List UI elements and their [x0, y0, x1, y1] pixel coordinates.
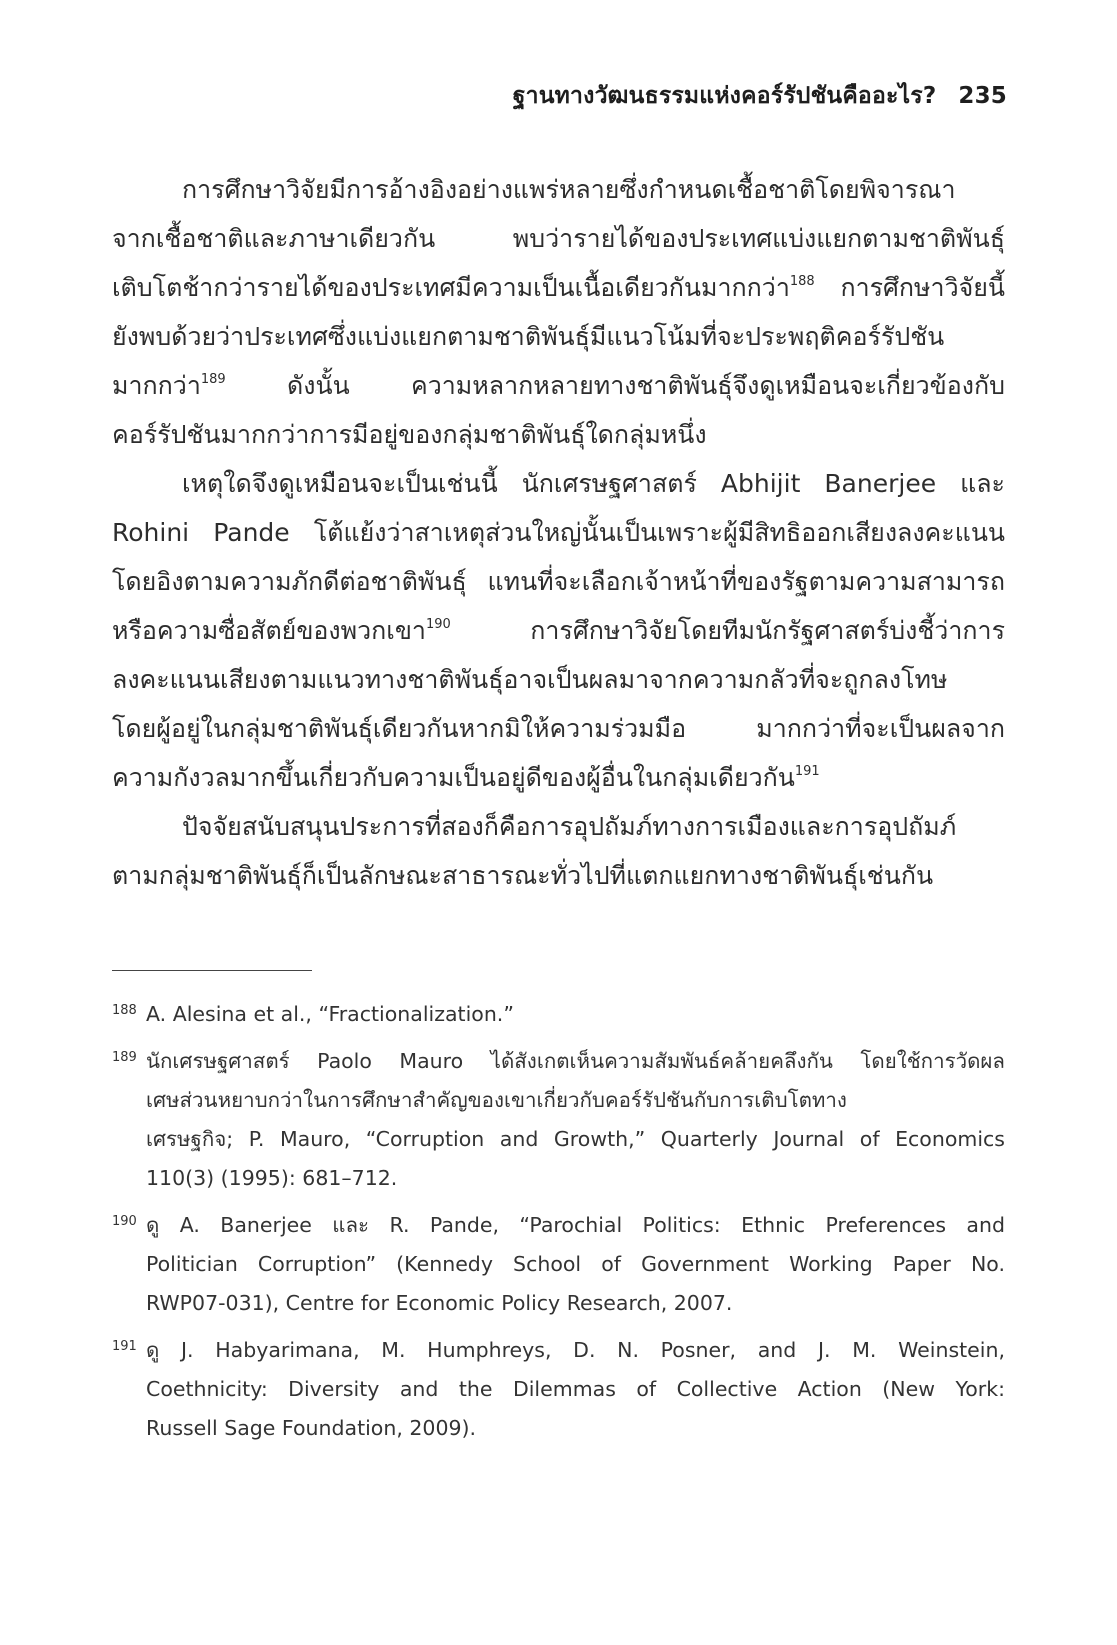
running-title: ฐานทางวัฒนธรรมแห่งคอร์รัปชันคืออะไร?: [512, 83, 937, 109]
footnote-number: 188: [112, 1003, 137, 1018]
text-line: มากกว่า$^{189}$ ดังนั้น ความหลากหลายทางชาติพันธุ์จึงดูเหมือนจะเกี่ยวข้องกับ: [112, 371, 1005, 400]
text-line: ตามกลุ่มชาติพันธุ์ก็เป็นลักษณะสาธารณะทั่วไปที่แตกแยกทางชาติพันธุ์เช่นกัน: [112, 861, 934, 890]
footnote-line: 110(3) (1995): 681–712.: [146, 1166, 398, 1190]
paragraph-3: [112, 802, 1005, 900]
footnote-ref[interactable]: 190: [425, 617, 451, 632]
text-line: ปัจจัยสนับสนุนประการที่สองก็คือการอุปถัมภ์ทางการเมืองและการอุปถัมภ์: [182, 812, 957, 841]
footnote-189: [112, 1042, 1005, 1198]
paragraph-1: [112, 165, 1005, 459]
footnote-line: A. Alesina et al., “Fractionalization.”: [146, 1002, 514, 1026]
footnotes: [112, 995, 1005, 1456]
running-head: [513, 78, 1007, 114]
footnote-line: ดู J. Habyarimana, M. Humphreys, D. N. Posner, and J. M. Weinstein,: [146, 1338, 1005, 1362]
footnote-line: นักเศรษฐศาสตร์ Paolo Mauro ได้สังเกตเห็นความสัมพันธ์คล้ายคลึงกัน โดยใช้การวัดผล: [146, 1049, 1005, 1073]
text-line: หรือความซื่อสัตย์ของพวกเขา$^{190}$ การศึกษาวิจัยโดยทีมนักรัฐศาสตร์บ่งชี้ว่าการ: [112, 616, 1005, 645]
footnote-line: Russell Sage Foundation, 2009).: [146, 1416, 477, 1440]
text-line: จากเชื้อชาติและภาษาเดียวกัน พบว่ารายได้ของประเทศแบ่งแยกตามชาติพันธุ์: [112, 224, 1005, 253]
footnote-188: [112, 995, 1005, 1034]
text-line: ยังพบด้วยว่าประเทศซึ่งแบ่งแยกตามชาติพันธุ์มีแนวโน้มที่จะประพฤติคอร์รัปชัน: [112, 322, 945, 351]
footnote-number: 190: [112, 1214, 137, 1229]
footnote-line: RWP07-031), Centre for Economic Policy Research, 2007.: [146, 1291, 733, 1315]
footnote-191: [112, 1331, 1005, 1448]
body-text: [112, 165, 1005, 900]
footnote-line: Politician Corruption” (Kennedy School of Government Working Paper No.: [146, 1252, 1005, 1276]
paragraph-2: [112, 459, 1005, 802]
footnote-190: [112, 1206, 1005, 1323]
page-number: 235: [958, 83, 1007, 109]
text-line: ลงคะแนนเสียงตามแนวทางชาติพันธุ์อาจเป็นผลมาจากความกลัวที่จะถูกลงโทษ: [112, 665, 948, 694]
footnote-ref[interactable]: 191: [794, 764, 820, 779]
text-line: ความกังวลมากขึ้นเกี่ยวกับความเป็นอยู่ดีของผู้อื่นในกลุ่มเดียวกัน$^{191}$: [112, 763, 820, 792]
text-line: Rohini Pande โต้แย้งว่าสาเหตุส่วนใหญ่นั้นเป็นเพราะผู้มีสิทธิออกเสียงลงคะแนน: [112, 518, 1005, 547]
footnote-line: Coethnicity: Diversity and the Dilemmas of Collective Action (New York:: [146, 1377, 1005, 1401]
text-line: โดยผู้อยู่ในกลุ่มชาติพันธุ์เดียวกันหากมิให้ความร่วมมือ มากกว่าที่จะเป็นผลจาก: [112, 714, 1005, 743]
footnote-divider: [112, 970, 312, 971]
text-line: คอร์รัปชันมากกว่าการมีอยู่ของกลุ่มชาติพันธุ์ใดกลุ่มหนึ่ง: [112, 420, 707, 449]
text-line: เหตุใดจึงดูเหมือนจะเป็นเช่นนี้ นักเศรษฐศาสตร์ Abhijit Banerjee และ: [182, 469, 1005, 498]
footnote-line: ดู A. Banerjee และ R. Pande, “Parochial Politics: Ethnic Preferences and: [146, 1213, 1005, 1237]
text-line: โดยอิงตามความภักดีต่อชาติพันธุ์ แทนที่จะเลือกเจ้าหน้าที่ของรัฐตามความสามารถ: [112, 567, 1005, 596]
footnote-ref[interactable]: 188: [789, 274, 815, 289]
footnote-ref[interactable]: 189: [200, 372, 226, 387]
text-line: เติบโตช้ากว่ารายได้ของประเทศมีความเป็นเนื้อเดียวกันมากกว่า$^{188}$ การศึกษาวิจัยนี้: [112, 273, 1005, 302]
text-line: การศึกษาวิจัยมีการอ้างอิงอย่างแพร่หลายซึ่งกำหนดเชื้อชาติโดยพิจารณา: [182, 175, 956, 204]
footnote-line: เศษส่วนหยาบกว่าในการศึกษาสำคัญของเขาเกี่ยวกับคอร์รัปชันกับการเติบโตทาง: [146, 1088, 847, 1112]
footnote-line: เศรษฐกิจ; P. Mauro, “Corruption and Growth,” Quarterly Journal of Economics: [146, 1127, 1005, 1151]
footnote-number: 189: [112, 1050, 137, 1065]
footnote-number: 191: [112, 1339, 137, 1354]
